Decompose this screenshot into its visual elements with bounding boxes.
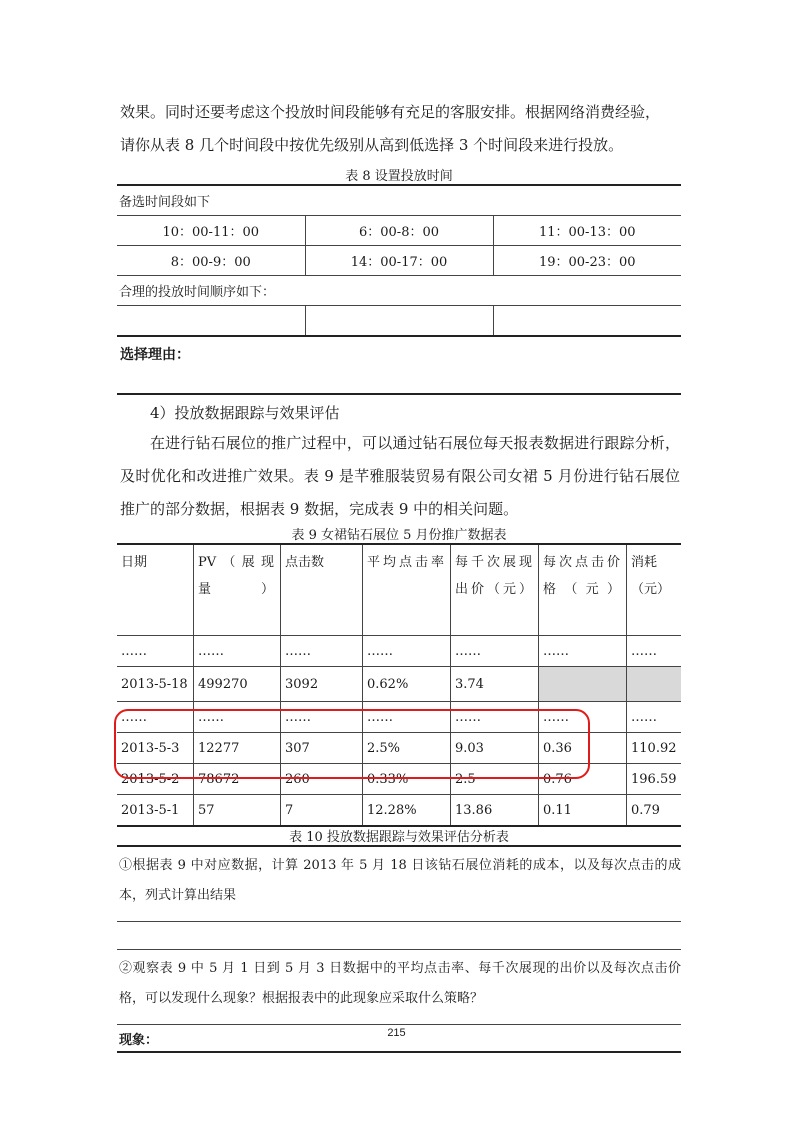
header-cpc: 每次点击价格（元）: [539, 544, 627, 636]
cell: ……: [363, 636, 451, 667]
table8: [117, 184, 681, 337]
question-2: ②观察表 9 中 5 月 1 日到 5 月 3 日数据中的平均点击率、每千次展现的出价以及每次点击价格，可以发现什么现象？根据报表中的此现象应采取什么策略？: [117, 950, 681, 1025]
cell: 12277: [194, 733, 281, 764]
table-row: [117, 667, 681, 702]
order-cell[interactable]: [117, 306, 305, 337]
cell: 0.33%: [363, 764, 451, 795]
cell: ……: [451, 636, 539, 667]
time-slot: 19：00-23：00: [493, 246, 681, 276]
cell: 2013-5-2: [117, 764, 194, 795]
table-row: [117, 636, 681, 667]
table8-row: [117, 216, 681, 246]
header-pv: PV（展现量）: [194, 544, 281, 636]
cell: 196.59: [627, 764, 682, 795]
cell: 13.86: [451, 795, 539, 827]
cell: 3.74: [451, 667, 539, 702]
cell: 2013-5-18: [117, 667, 194, 702]
table8-row: [117, 185, 681, 216]
table10-row: [117, 950, 681, 1025]
cell: 499270: [194, 667, 281, 702]
time-slot: 14：00-17：00: [305, 246, 493, 276]
cell: 2.5: [451, 764, 539, 795]
table-row: [117, 795, 681, 827]
cell: 3092: [281, 667, 363, 702]
question-1: ①根据表 9 中对应数据，计算 2013 年 5 月 18 日该钻石展位消耗的成本，以及每次点击的成本，列式计算出结果: [117, 846, 681, 922]
cell: 57: [194, 795, 281, 827]
cell: 260: [281, 764, 363, 795]
phenomenon-label: 现象：: [117, 1025, 681, 1053]
time-slot: 6：00-8：00: [305, 216, 493, 246]
cell: ……: [194, 702, 281, 733]
table8-caption: 表 8 设置投放时间: [345, 169, 453, 184]
order-label: 合理的投放时间顺序如下：: [117, 276, 681, 306]
cell: 9.03: [451, 733, 539, 764]
cell: ……: [194, 636, 281, 667]
table9-header-row: [117, 544, 681, 636]
table8-row: [117, 246, 681, 276]
cell: 0.62%: [363, 667, 451, 702]
cell: 307: [281, 733, 363, 764]
cell: ……: [281, 636, 363, 667]
blank-answer-cell[interactable]: [627, 667, 682, 702]
intro-line-2: 请你从表 8 几个时间段中按优先级别从高到低选择 3 个时间段来进行投放。: [120, 136, 624, 154]
intro-line-1: 效果。同时还要考虑这个投放时间段能够有充足的客服安排。根据网络消费经验，: [120, 103, 661, 121]
cell: 2.5%: [363, 733, 451, 764]
header-date: 日期: [117, 544, 194, 636]
table10-caption: 表 10 投放数据跟踪与效果评估分析表: [289, 830, 509, 845]
cell: ……: [627, 702, 682, 733]
cell: 7: [281, 795, 363, 827]
answer-1-space[interactable]: [117, 922, 681, 950]
blank-answer-cell[interactable]: [539, 667, 627, 702]
table9: [117, 543, 681, 827]
header-ctr: 平均点击率: [363, 544, 451, 636]
cell: 0.36: [539, 733, 627, 764]
time-slot: 11：00-13：00: [493, 216, 681, 246]
cell: 2013-5-3: [117, 733, 194, 764]
section4-heading: 4）投放数据跟踪与效果评估: [150, 404, 340, 422]
cell: 0.76: [539, 764, 627, 795]
table10-row: [117, 846, 681, 922]
cell: 0.11: [539, 795, 627, 827]
table8-row: [117, 276, 681, 306]
cell: 2013-5-1: [117, 795, 194, 827]
section4-paragraph: 在进行钻石展位的推广过程中，可以通过钻石展位每天报表数据进行跟踪分析，及时优化和改进推广效果。表 9 是芊雅服装贸易有限公司女裙 5 月份进行钻石展位推广的部分数据，根据表 9 数据，完成表 9 中的相关问题。: [120, 434, 680, 518]
red-highlight-box: [114, 709, 590, 779]
header-cost: 消耗（元）: [627, 544, 682, 636]
cell: ……: [117, 702, 194, 733]
time-slot: 8：00-9：00: [117, 246, 305, 276]
cell: ……: [117, 636, 194, 667]
cell: ……: [539, 702, 627, 733]
cell: 12.28%: [363, 795, 451, 827]
order-cell[interactable]: [305, 306, 493, 337]
cell: 110.92: [627, 733, 682, 764]
cell: 0.79: [627, 795, 682, 827]
page-number: 215: [387, 1027, 406, 1039]
reason-rule: [117, 393, 681, 395]
table9-caption: 表 9 女裙钻石展位 5 月份推广数据表: [291, 528, 507, 543]
cell: ……: [627, 636, 682, 667]
reason-label: 选择理由：: [120, 347, 190, 363]
cell: ……: [363, 702, 451, 733]
order-cell[interactable]: [493, 306, 681, 337]
cell: 78672: [194, 764, 281, 795]
cell: ……: [281, 702, 363, 733]
header-clicks: 点击数: [281, 544, 363, 636]
candidates-label: 备选时间段如下: [117, 185, 681, 216]
table8-row: [117, 306, 681, 337]
table10-row: [117, 922, 681, 950]
cell: ……: [539, 636, 627, 667]
header-cpm: 每千次展现出价（元）: [451, 544, 539, 636]
time-slot: 10：00-11：00: [117, 216, 305, 246]
cell: ……: [451, 702, 539, 733]
table10: [117, 845, 681, 1053]
